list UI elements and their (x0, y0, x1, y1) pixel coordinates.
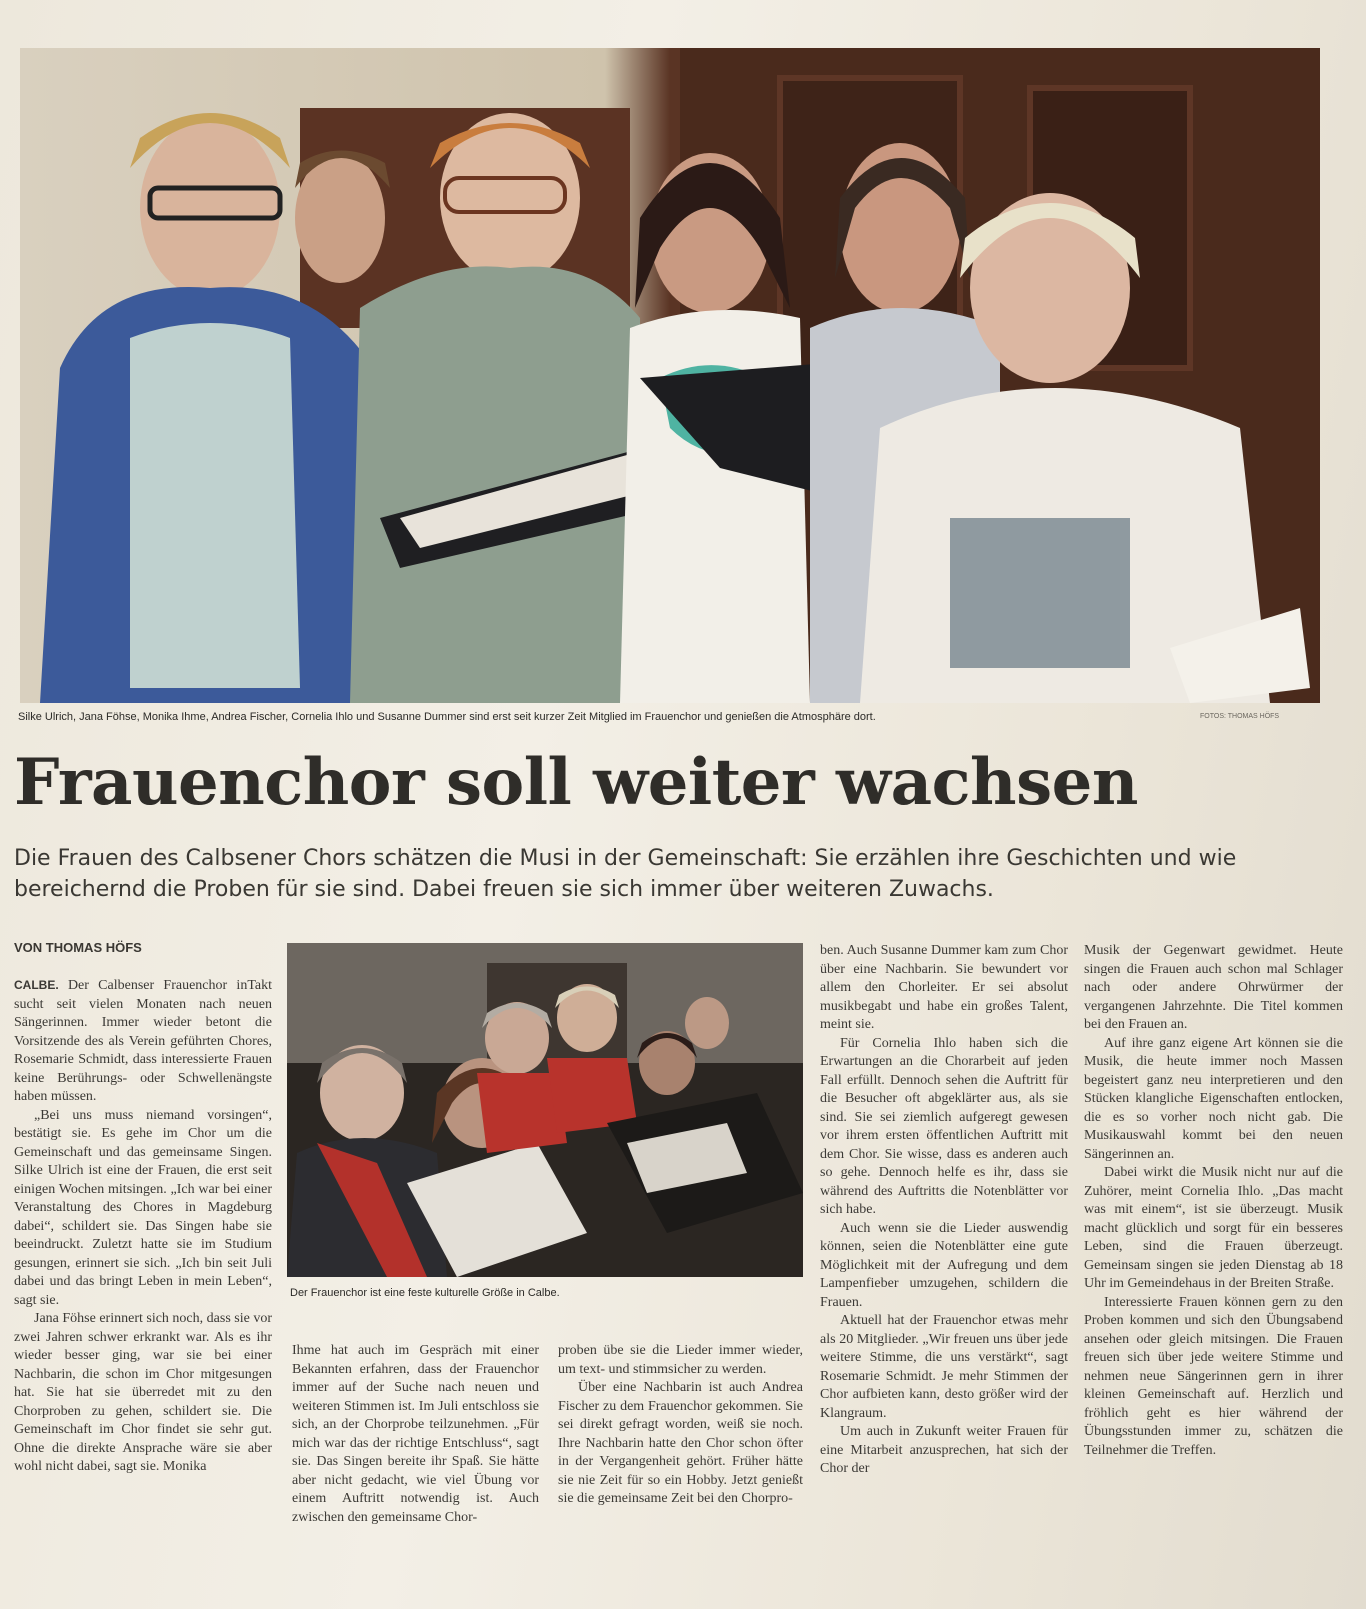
paragraph: Um auch in Zukunft weiter Frauen für eine Mitarbeit anzusprechen, hat sich der Chor der (820, 1424, 1068, 1476)
column-4 (820, 942, 1068, 1479)
paragraph: proben übe sie die Lieder immer wieder, um text- und stimmsicher zu werden. (558, 1343, 803, 1377)
subheadline: Die Frauen des Calbsener Chors schätzen die Musi in der Gemeinschaft: Sie erzählen ihre Geschichten und wie bereichernd die Proben für sie sind. Dabei freuen sie sich immer über weiteren Zuwachs. (14, 846, 1237, 902)
photo-credit: FOTOS: THOMAS HÖFS (1200, 713, 1280, 720)
choir-photo-caption: Der Frauenchor ist eine feste kulturelle Größe in Calbe. (290, 1287, 560, 1299)
column-3 (558, 1342, 803, 1509)
paragraph: Ihme hat auch im Gespräch mit einer Bekannten erfahren, dass der Frauenchor immer auf der Suche nach neuen und weiteren Stimmen ist. Im Juli entschloss sie sich, an der Chorprobe teilzunehmen. „Für mich war das der richtige Entschluss“, sagt sie. Das Singen bereite ihr Spaß. Sie hätte aber nicht gedacht, wie viel Übung vor einem Auftritt notwendig ist. Auch zwischen den gemeinsame Chor- (292, 1343, 539, 1525)
paragraph: Für Cornelia Ihlo haben sich die Erwartungen an die Chorarbeit auf jeden Fall erfüllt. Dennoch sehen die Auftritt für die Besucher oft abgeklärter aus, als sie sind. Sie sei ziemlich aufgeregt gewesen vor ihrem ersten öffentlichen Auftritt mit dem Chor. Sie wisse, dass es anderen auch so gehe. Dennoch helfe es ihr, dass sie während des Auftritts die Notenblätter vor sich habe. (820, 1035, 1068, 1217)
paragraph: Interessierte Frauen können gern zu den Proben kommen und sich den Übungsabend ansehen oder gleich mitsingen. Die Frauen freuen sich über jede weitere Stimme und nehmen neue Sängerinnen gern in ihrer kleinen Gemeinschaft auf. Herzlich und fröhlich geht es hier während der Übungsstunden immer zu, schätzen die Teilnehmer die Treffen. (1084, 1294, 1343, 1458)
lead-text: Der Calbenser Frauenchor inTakt sucht seit vielen Monaten nach neuen Sängerinnen. Immer wieder betont die Vorsitzende des als Verein geführten Chores, Rosemarie Schmidt, dass interessierte Frauen keine Berührungs- oder Schwellenängste haben müssen. (14, 978, 272, 1104)
main-photo (20, 48, 1320, 703)
paragraph: Über eine Nachbarin ist auch Andrea Fischer zu dem Frauenchor gekommen. Sie sei direkt gefragt worden, weiß sie noch. Ihre Nachbarin hatte den Chor schon öfter in der Vergangenheit gehört. Früher hätte sie nie Zeit für so ein Hobby. Jetzt genießt sie die gemeinsame Zeit bei den Chorpro- (558, 1380, 803, 1506)
paragraph: Dabei wirkt die Musik nicht nur auf die Zuhörer, meint Cornelia Ihlo. „Das macht was mit einem“, ist sie überzeugt. Musik macht glücklich und sorgt für ein besseres Leben, sind die Frauen überzeugt. Gemeinsam singen sie jeden Dienstag ab 18 Uhr im Gemeindehaus in der Breiten Straße. (1084, 1165, 1343, 1291)
choir-photo (287, 943, 803, 1277)
paragraph: „Bei uns muss niemand vorsingen“, bestätigt sie. Es gehe im Chor um die Gemeinschaft und das gemeinsame Singen. Silke Ulrich ist eine der Frauen, die erst seit einigen Wochen mitsingen. „Ich war bei einer Veranstaltung des Chores in Magdeburg dabei“, schildert sie. Das Singen habe sie beeindruckt. Zuletzt hatte sie im Studium gesungen, erinnert sie sich. „Ich bin seit Juli dabei und das bringt Leben in mein Leben“, sagt sie. (14, 1107, 272, 1308)
paragraph (14, 976, 272, 1107)
paragraph: Musik der Gegenwart gewidmet. Heute singen die Frauen auch schon mal Schlager nach oder andere Ohrwürmer der vergangenen Jahrzehnte. Die Titel kommen bei den Frauen an. (1084, 943, 1343, 1032)
paragraph: ben. Auch Susanne Dummer kam zum Chor über eine Nachbarin. Sie bewundert vor allem den Chorleiter. Er sei absolut musikbegabt und habe ein großes Talent, meint sie. (820, 943, 1068, 1032)
headline: Frauenchor soll weiter wachsen (14, 745, 1138, 820)
byline: VON THOMAS HÖFS (14, 940, 142, 955)
column-2 (292, 1342, 539, 1527)
paragraph: Auch wenn sie die Lieder auswendig können, seien die Notenblätter eine gute Möglichkeit mit der Aufregung und dem Lampenfieber umzugehen, schildern die Frauen. (820, 1220, 1068, 1310)
main-photo-caption: Silke Ulrich, Jana Föhse, Monika Ihme, Andrea Fischer, Cornelia Ihlo und Susanne Dummer sind erst seit kurzer Zeit Mitglied im Frauenchor und genießen die Atmosphäre dort. (18, 711, 876, 723)
column-1 (14, 976, 272, 1586)
paragraph: Auf ihre ganz eigene Art können sie die Musik, die heute immer noch Massen begeistert ganz neu interpretieren und den Stücken klangliche Eigenschaften entlocken, die es so vorher noch nicht gab. Die Musikauswahl kommt bei den neuen Sängerinnen an. (1084, 1035, 1343, 1162)
dateline: CALBE. (14, 978, 59, 992)
column-5 (1084, 942, 1343, 1460)
paragraph: Aktuell hat der Frauenchor etwas mehr als 20 Mitglieder. „Wir freuen uns über jede weitere Stimme, die uns verstärkt“, sagt Rosemarie Schmidt. Je mehr Stimmen der Chor aufbieten kann, desto größer wird der Klangraum. (820, 1313, 1068, 1421)
paragraph: Jana Föhse erinnert sich noch, dass sie vor zwei Jahren schwer erkrankt war. Als es ihr wieder besser ging, war sie bei einer Nachbarin, die schon im Chor mitgesungen hat. Sie hat sie überredet mit zu den Chorproben zu gehen, schildert sie. Die Gemeinschaft im Chor findet sie sehr gut. Ohne die direkte Ansprache wäre sie aber wohl nicht dabei, sagt sie. Monika (14, 1311, 272, 1474)
